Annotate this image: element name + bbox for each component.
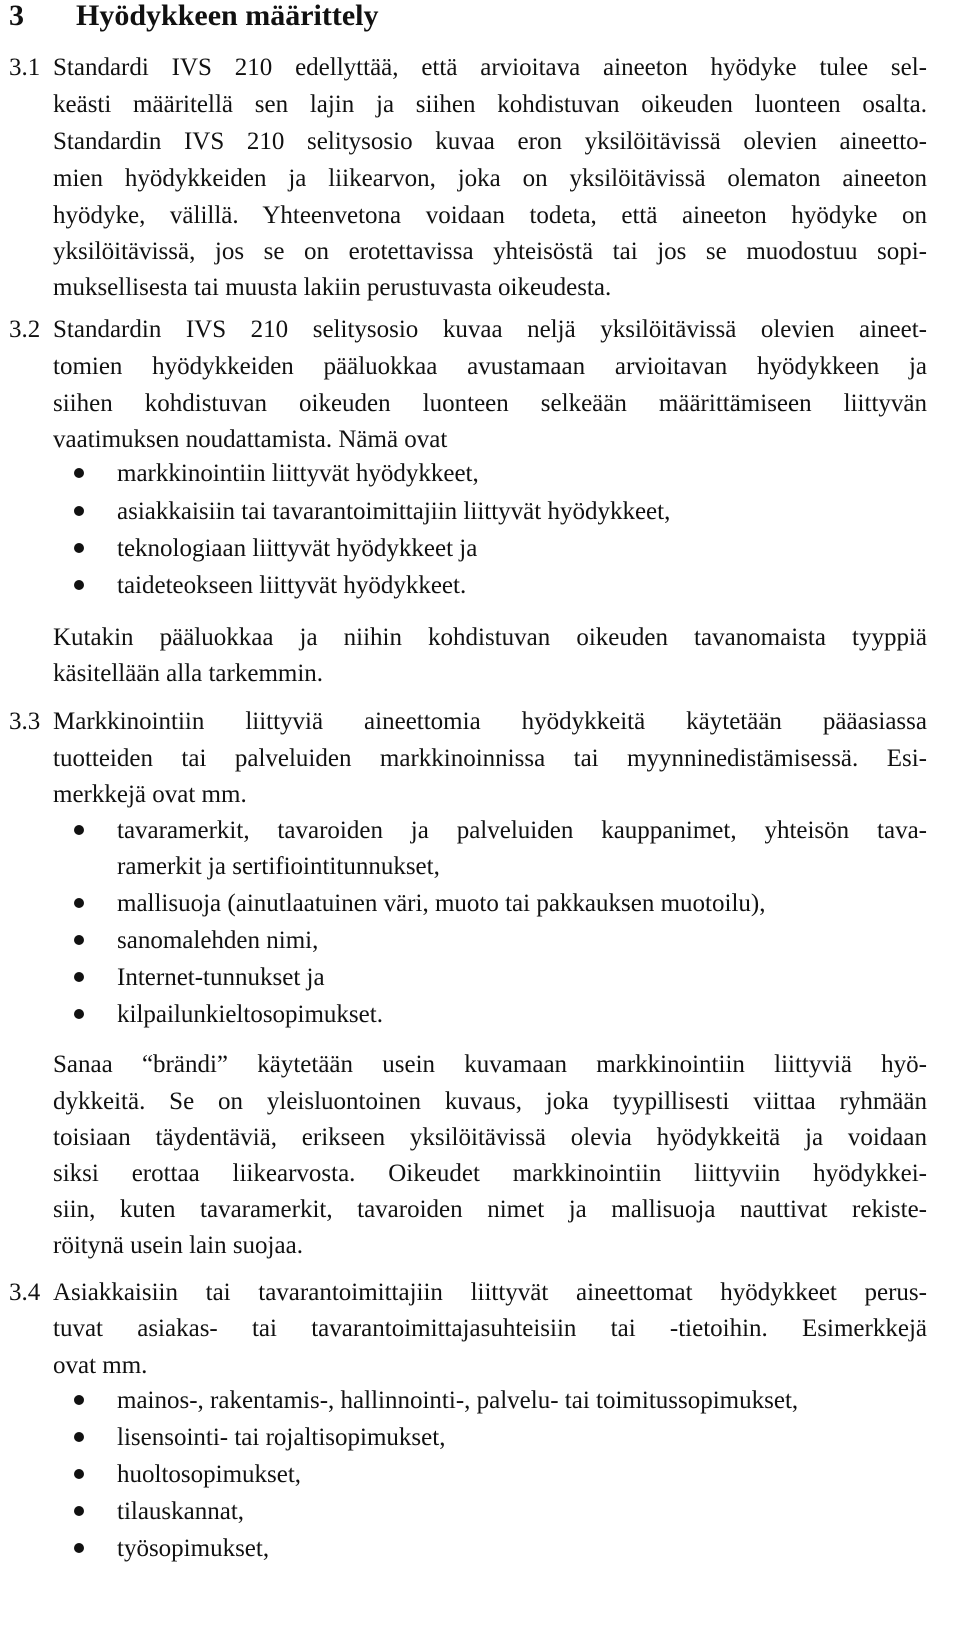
- list-item: mallisuoja (ainutlaatuinen väri, muoto tai pakkauksen muotoilu),: [117, 890, 766, 917]
- bullet-icon: [74, 1543, 84, 1553]
- list-item: tilauskannat,: [117, 1498, 245, 1525]
- bullet-icon: [74, 543, 84, 553]
- paragraph-line: hyödyke, välillä. Yhteenvetona voidaan todeta, että aineeton hyödyke on: [53, 202, 927, 229]
- list-item: huoltosopimukset,: [117, 1461, 302, 1488]
- bullet-icon: [74, 1395, 84, 1405]
- paragraph-line: tuvat asiakas- tai tavarantoimittajasuhteisiin tai -tietoihin. Esimerkkejä: [53, 1315, 927, 1342]
- paragraph-line: Sanaa “brändi” käytetään usein kuvamaan markkinointiin liittyviä hyö-: [53, 1051, 927, 1078]
- list-item: sanomalehden nimi,: [117, 927, 319, 954]
- paragraph-line: tuotteiden tai palveluiden markkinoinnissa tai myynninedistämisessä. Esi-: [53, 745, 927, 772]
- section-number: 3.2: [9, 316, 41, 343]
- section-number: 3.1: [9, 54, 41, 81]
- chapter-title: Hyödykkeen määrittely: [76, 0, 379, 32]
- paragraph-line: Standardin IVS 210 selitysosio kuvaa eron yksilöitävissä olevien aineetto-: [53, 128, 927, 155]
- paragraph-line: Kutakin pääluokkaa ja niihin kohdistuvan oikeuden tavanomaista tyyppiä: [53, 624, 927, 651]
- paragraph-line: ovat mm.: [53, 1352, 148, 1379]
- paragraph-line: yksilöitävissä, jos se on erotettavissa yhteisöstä tai jos se muodostuu sopi-: [53, 238, 927, 265]
- bullet-icon: [74, 898, 84, 908]
- paragraph-line: keästi määritellä sen lajin ja siihen kohdistuvan oikeuden luonteen osalta.: [53, 91, 927, 118]
- paragraph-line: siin, kuten tavaramerkit, tavaroiden nimet ja mallisuoja nauttivat rekiste-: [53, 1196, 927, 1223]
- paragraph-line: Asiakkaisiin tai tavarantoimittajiin liittyvät aineettomat hyödykkeet perus-: [53, 1279, 927, 1306]
- bullet-icon: [74, 972, 84, 982]
- list-item-continuation: ramerkit ja sertifiointitunnukset,: [117, 853, 440, 880]
- paragraph-line: röitynä usein lain suojaa.: [53, 1232, 303, 1259]
- paragraph-line: vaatimuksen noudattamista. Nämä ovat: [53, 426, 448, 453]
- chapter-heading: [9, 0, 378, 34]
- paragraph-line: mien hyödykkeiden ja liikearvon, joka on yksilöitävissä olematon aineeton: [53, 165, 927, 192]
- section-number: 3.4: [9, 1279, 41, 1306]
- list-item: markkinointiin liittyvät hyödykkeet,: [117, 460, 479, 487]
- bullet-icon: [74, 825, 84, 835]
- paragraph-line: tomien hyödykkeiden pääluokkaa avustamaan arvioitavan hyödykkeen ja: [53, 353, 927, 380]
- list-item: työsopimukset,: [117, 1535, 270, 1562]
- bullet-icon: [74, 468, 84, 478]
- list-item: tavaramerkit, tavaroiden ja palveluiden kauppanimet, yhteisön tava-: [117, 817, 927, 844]
- paragraph-line: dykkeitä. Se on yleisluontoinen kuvaus, joka tyypillisesti viittaa ryhmään: [53, 1088, 927, 1115]
- bullet-icon: [74, 506, 84, 516]
- list-item: lisensointi- tai rojaltisopimukset,: [117, 1424, 446, 1451]
- list-item: asiakkaisiin tai tavarantoimittajiin liittyvät hyödykkeet,: [117, 498, 671, 525]
- bullet-icon: [74, 1432, 84, 1442]
- bullet-icon: [74, 935, 84, 945]
- bullet-icon: [74, 1009, 84, 1019]
- paragraph-line: siksi erottaa liikearvosta. Oikeudet markkinointiin liittyviin hyödykkei-: [53, 1160, 927, 1187]
- list-item: taideteokseen liittyvät hyödykkeet.: [117, 572, 467, 599]
- paragraph-line: Markkinointiin liittyviä aineettomia hyödykkeitä käytetään pääasiassa: [53, 708, 927, 735]
- chapter-number: 3: [9, 0, 24, 32]
- paragraph-line: siihen kohdistuvan oikeuden luonteen selkeään määrittämiseen liittyvän: [53, 390, 927, 417]
- paragraph-line: käsitellään alla tarkemmin.: [53, 660, 324, 687]
- list-item: mainos-, rakentamis-, hallinnointi-, palvelu- tai toimitussopimukset,: [117, 1387, 799, 1414]
- paragraph-line: toisiaan täydentäviä, erikseen yksilöitävissä olevia hyödykkeitä ja voidaan: [53, 1124, 927, 1151]
- paragraph-line: merkkejä ovat mm.: [53, 781, 247, 808]
- section-number: 3.3: [9, 708, 41, 735]
- list-item: kilpailunkieltosopimukset.: [117, 1001, 383, 1028]
- bullet-icon: [74, 1506, 84, 1516]
- list-item: teknologiaan liittyvät hyödykkeet ja: [117, 535, 478, 562]
- bullet-icon: [74, 580, 84, 590]
- bullet-icon: [74, 1469, 84, 1479]
- paragraph-line: muksellisesta tai muusta lakiin perustuvasta oikeudesta.: [53, 274, 612, 301]
- list-item: Internet-tunnukset ja: [117, 964, 325, 991]
- paragraph-line: Standardi IVS 210 edellyttää, että arvioitava aineeton hyödyke tulee sel-: [53, 54, 927, 81]
- paragraph-line: Standardin IVS 210 selitysosio kuvaa neljä yksilöitävissä olevien aineet-: [53, 316, 927, 343]
